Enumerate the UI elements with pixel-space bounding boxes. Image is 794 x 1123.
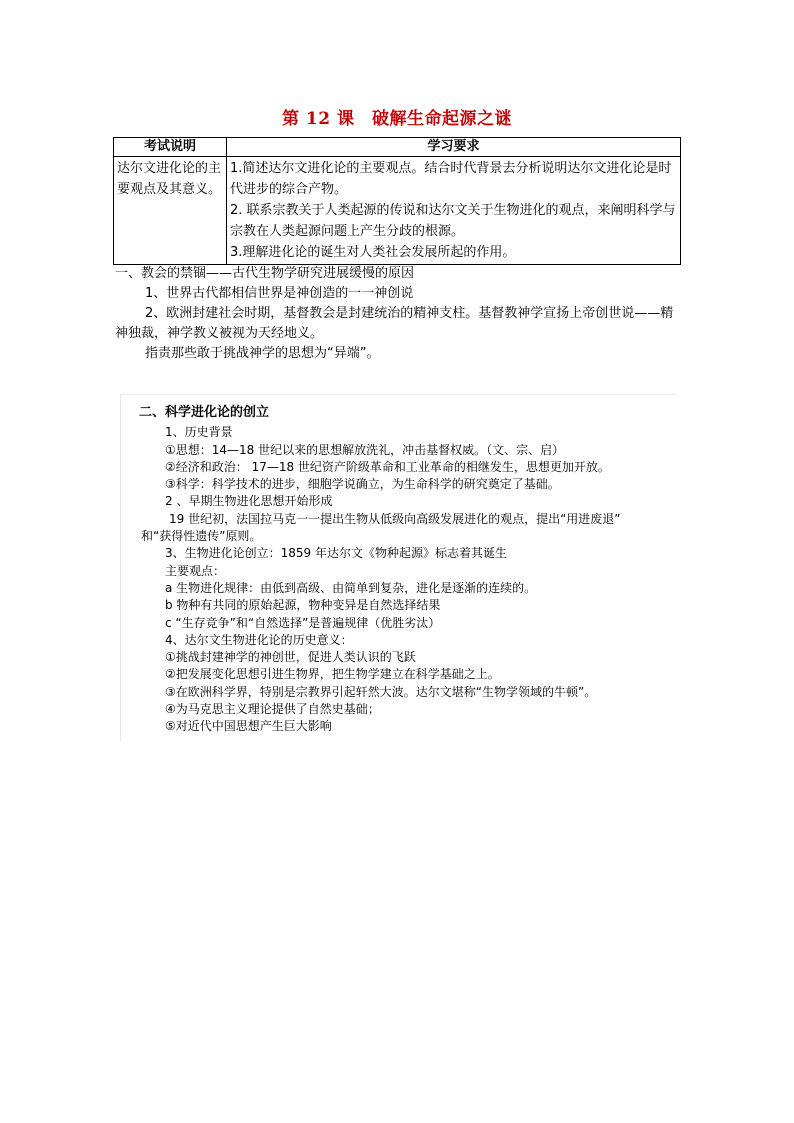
requirements-table — [113, 137, 681, 265]
requirement-3: 3.理解进化论的诞生对人类社会发展所起的作用。 — [230, 245, 516, 260]
section-2-line: ③在欧洲科学界，特别是宗教界引起轩然大波。达尔文堪称“生物学领域的牛顿”。 — [165, 684, 597, 699]
section-2-line: c “生存竞争”和“自然选择”是普遍规律（优胜劣汰） — [165, 615, 441, 630]
page-title: 第 12 课 破解生命起源之谜 — [282, 109, 512, 129]
requirement-1: 1.简述达尔文进化论的主要观点。结合时代背景去分析说明达尔文进化论是时代进步的综合产物。 — [230, 161, 672, 197]
section-2-line: 4、达尔文生物进化论的历史意义： — [165, 632, 353, 647]
requirement-2: 2. 联系宗教关于人类起源的传说和达尔文关于生物进化的观点，来阐明科学与宗教在人类起源问题上产生分歧的根源。 — [230, 203, 676, 239]
section-2-line: ④为马克思主义理论提供了自然史基础； — [165, 702, 380, 717]
section-1-paragraph-2: 2、欧洲封建社会时期，基督教会是封建统治的精神支柱。基督教神学宣扬上帝创世说——精神独裁，神学教义被视为天经地义。 — [115, 306, 674, 341]
section-2-line: 主要观点： — [165, 563, 226, 578]
section-2-line: ②把发展变化思想引进生物界，把生物学建立在科学基础之上。 — [165, 667, 500, 682]
table-row — [114, 157, 681, 265]
section-1-heading: 一、教会的禁锢——古代生物学研究进展缓慢的原因 — [115, 266, 415, 281]
section-2-line: ①挑战封建神学的神创世，促进人类认识的飞跃 — [165, 650, 416, 665]
section-2-line: 和“获得性遗传”原则。 — [141, 529, 262, 544]
header-exam: 考试说明 — [114, 138, 227, 157]
section-2-line: ⑤对近代中国思想产生巨大影响 — [165, 719, 332, 734]
section-2-line: ③科学：科学技术的进步，细胞学说确立，为生命科学的研究奠定了基础。 — [165, 477, 560, 492]
section-1-paragraph-3: 指责那些敢于挑战神学的思想为“异端”。 — [145, 346, 380, 361]
requirements-cell — [227, 157, 681, 265]
section-2-line: a 生物进化规律：由低到高级、由简单到复杂，进化是逐渐的连续的。 — [165, 580, 537, 595]
section-2-line: ①思想：14—18 世纪以来的思想解放洗礼，冲击基督权威。（文、宗、启） — [165, 442, 565, 457]
table-header-row — [114, 138, 681, 157]
section-1 — [115, 264, 685, 364]
section-2-line: 1、历史背景 — [165, 425, 233, 440]
section-1-paragraph-1: 1、世界古代都相信世界是神创造的一一神创说 — [145, 286, 414, 301]
section-2-heading: 二、科学进化论的创立 — [139, 405, 270, 420]
section-2 — [139, 404, 679, 736]
section-2-line: b 物种有共同的原始起源，物种变异是自然选择结果 — [165, 598, 441, 613]
exam-cell: 达尔文进化论的主要观点及其意义。 — [114, 157, 227, 265]
section-2-line: ②经济和政治： 17—18 世纪资产阶级革命和工业革命的相继发生，思想更加开放。 — [165, 459, 610, 474]
section-2-line: 19 世纪初，法国拉马克一一提出生物从低级向高级发展进化的观点，提出“用进废退” — [169, 511, 621, 526]
section-2-line: 2 、早期生物进化思想开始形成 — [165, 494, 333, 509]
header-requirements: 学习要求 — [227, 138, 681, 157]
section-2-line: 3、生物进化论创立：1859 年达尔文《物种起源》标志着其诞生 — [165, 546, 507, 561]
